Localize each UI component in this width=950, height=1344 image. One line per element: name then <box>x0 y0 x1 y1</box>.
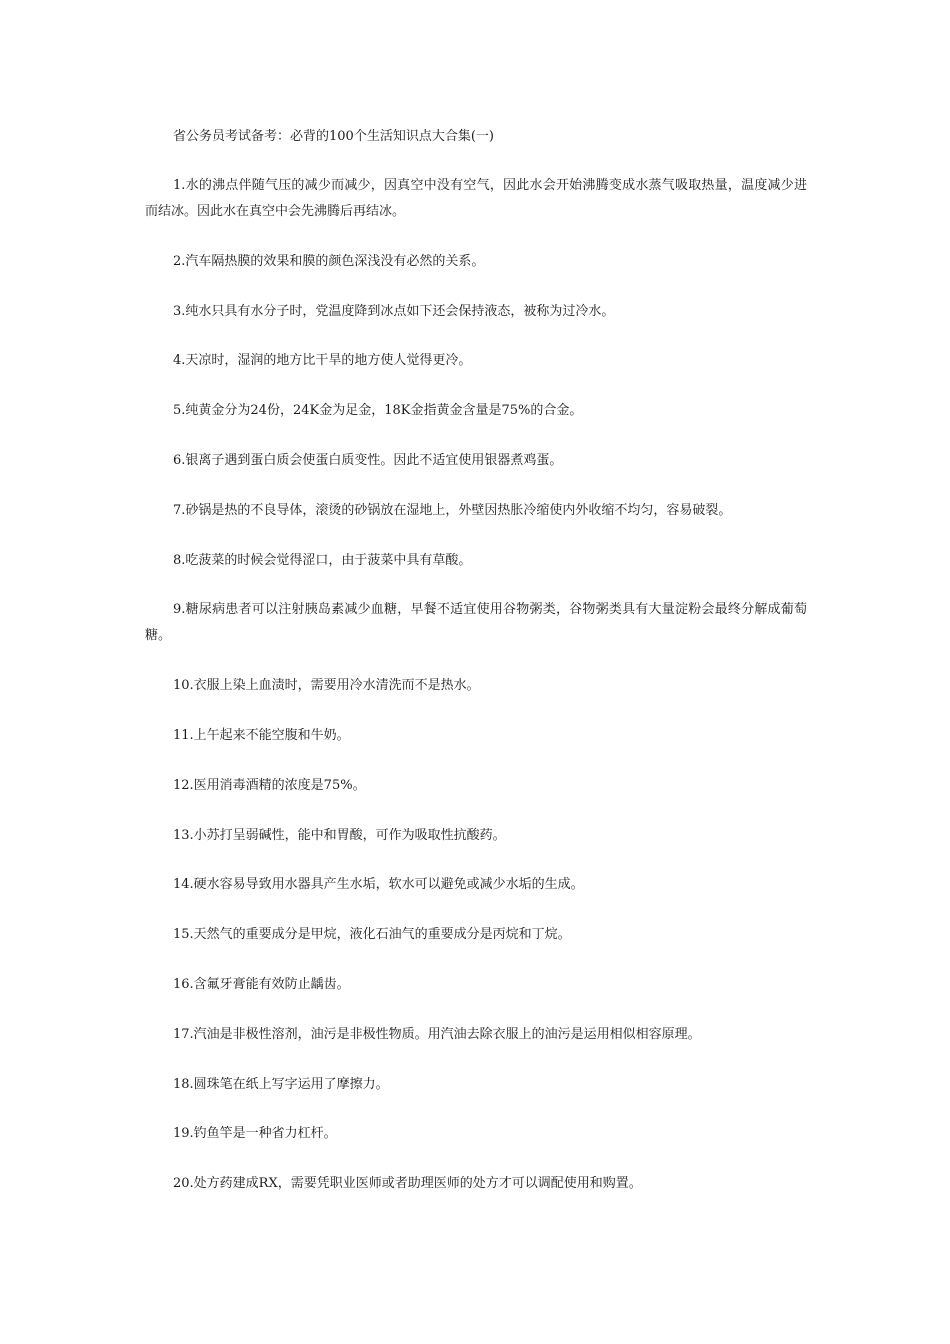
document-body <box>145 124 807 1221</box>
document-title: 省公务员考试备考：必背的100个生活知识点大合集(一) <box>173 129 494 144</box>
knowledge-item-18: 18.圆珠笔在纸上写字运用了摩擦力。 <box>173 1076 389 1092</box>
knowledge-item-17: 17.汽油是非极性溶剂，油污是非极性物质。用汽油去除衣服上的油污是运用相似相容原理。 <box>173 1026 701 1042</box>
knowledge-item-7: 7.砂锅是热的不良导体，滚烫的砂锅放在湿地上，外壁因热胀冷缩使内外收缩不均匀，容易破裂。 <box>173 502 732 518</box>
knowledge-item-6: 6.银离子遇到蛋白质会使蛋白质变性。因此不适宜使用银器煮鸡蛋。 <box>173 452 563 468</box>
knowledge-item-3: 3.纯水只具有水分子时，党温度降到冰点如下还会保持液态，被称为过冷水。 <box>173 303 615 319</box>
knowledge-item-1: 1.水的沸点伴随气压的减少而减少，因真空中没有空气，因此水会开始沸腾变成水蒸气吸取热量，温度减少进而结冰。因此水在真空中会先沸腾后再结冰。 <box>145 178 807 219</box>
knowledge-item-10: 10.衣服上染上血渍时，需要用冷水清洗而不是热水。 <box>173 678 480 694</box>
knowledge-item-12: 12.医用消毒酒精的浓度是75%。 <box>173 777 366 793</box>
knowledge-item-19: 19.钓鱼竿是一种省力杠杆。 <box>173 1126 337 1142</box>
knowledge-item-8: 8.吃菠菜的时候会觉得涩口，由于菠菜中具有草酸。 <box>173 552 472 568</box>
knowledge-item-13: 13.小苏打呈弱碱性，能中和胃酸，可作为吸取性抗酸药。 <box>173 827 506 843</box>
knowledge-item-14: 14.硬水容易导致用水器具产生水垢，软水可以避免或减少水垢的生成。 <box>173 877 584 893</box>
knowledge-item-16: 16.含氟牙膏能有效防止龋齿。 <box>173 976 350 992</box>
knowledge-item-9: 9.糖尿病患者可以注射胰岛素减少血糖，早餐不适宜使用谷物粥类，谷物粥类具有大量淀粉会最终分解成葡萄糖。 <box>145 602 807 644</box>
knowledge-item-4: 4.天凉时，湿润的地方比干旱的地方使人觉得更冷。 <box>173 353 472 369</box>
knowledge-item-15: 15.天然气的重要成分是甲烷，液化石油气的重要成分是丙烷和丁烷。 <box>173 927 571 943</box>
knowledge-item-11: 11.上午起来不能空腹和牛奶。 <box>173 727 350 743</box>
knowledge-item-5: 5.纯黄金分为24份，24K金为足金，18K金指黄金含量是75%的合金。 <box>173 403 583 419</box>
knowledge-item-20: 20.处方药建成RX，需要凭职业医师或者助理医师的处方才可以调配使用和购置。 <box>173 1176 642 1192</box>
knowledge-item-2: 2.汽车隔热膜的效果和膜的颜色深浅没有必然的关系。 <box>173 253 485 269</box>
